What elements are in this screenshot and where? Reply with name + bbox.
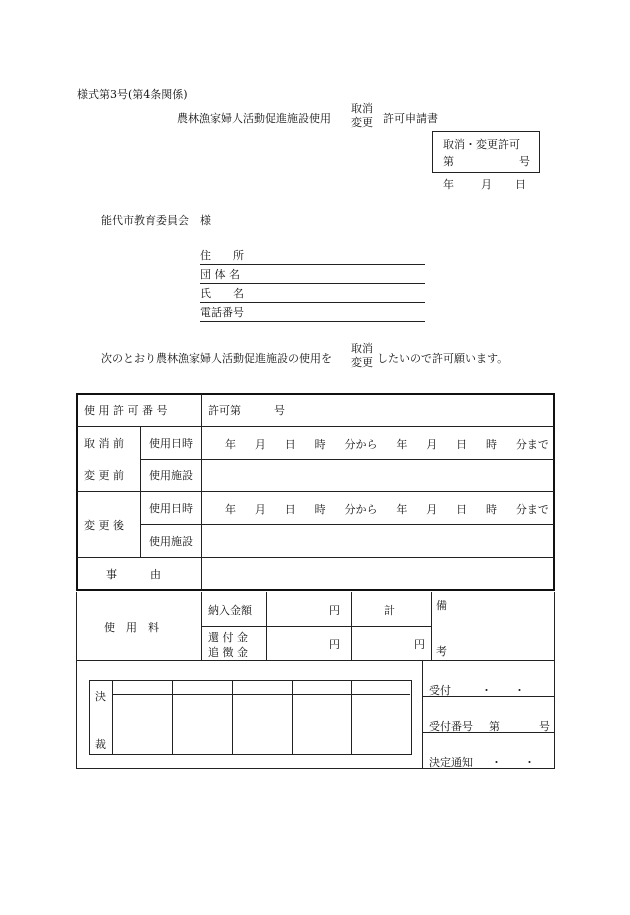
before-datetime-label: 使用日時 xyxy=(149,437,193,450)
title-suffix: 許可申請書 xyxy=(383,112,438,125)
fee-total-label: 計 xyxy=(384,603,395,617)
dt-unit: 時 xyxy=(486,438,497,451)
phone-label: 電話番号 xyxy=(200,306,244,319)
receipt-dai: 第 xyxy=(489,720,500,733)
reason-label: 事 由 xyxy=(106,568,161,581)
remarks-label-2: 考 xyxy=(436,645,447,658)
receipt-go: 号 xyxy=(539,720,550,733)
fee-refund-extra xyxy=(208,630,248,660)
date-month: 月 xyxy=(481,178,492,191)
after-datetime-field[interactable] xyxy=(225,501,549,517)
before-datetime-field[interactable] xyxy=(225,436,549,452)
name-line[interactable] xyxy=(200,286,425,303)
dt-unit: 年 xyxy=(396,503,408,516)
dt-unit: 月 xyxy=(426,438,438,451)
dt-unit: 年 xyxy=(225,503,236,516)
dt-unit: 時 xyxy=(486,503,497,516)
before-change-label: 変 更 前 xyxy=(84,469,124,482)
receipt-number-label: 受付番号 xyxy=(429,720,473,733)
permit-box-go: 号 xyxy=(519,155,530,168)
after-facility-label: 使用施設 xyxy=(149,535,193,548)
dt-unit: 日 xyxy=(456,438,468,451)
title-option-change: 変更 xyxy=(351,116,373,129)
approval-stamp-grid xyxy=(89,680,412,755)
dt-unit: 時 xyxy=(314,503,326,516)
dt-unit: 分まで xyxy=(515,503,549,516)
addressee: 能代市教育委員会 様 xyxy=(101,214,211,227)
after-datetime-label: 使用日時 xyxy=(149,502,193,515)
decision-label-2: 裁 xyxy=(95,738,106,751)
dt-unit: 分まで xyxy=(515,438,549,451)
permit-box-title: 取消・変更許可 xyxy=(443,138,520,151)
fee-paid-yen[interactable]: 円 xyxy=(329,603,340,617)
received-label: 受付 xyxy=(429,684,451,697)
notice-date[interactable]: ・ ・ xyxy=(491,756,535,769)
dt-unit: 日 xyxy=(456,503,468,516)
fee-label: 使 用 料 xyxy=(104,620,159,634)
request-options xyxy=(351,342,373,370)
address-line[interactable] xyxy=(200,248,425,265)
request-suffix: したいので許可願います。 xyxy=(377,352,509,365)
permit-number-value[interactable]: 許可第 号 xyxy=(208,404,285,417)
group-name-line[interactable] xyxy=(200,267,425,284)
group-label: 団 体 名 xyxy=(200,268,240,281)
remarks-label-1: 備 xyxy=(436,599,447,612)
after-change-label: 変 更 後 xyxy=(84,518,124,532)
fee-refund-yen[interactable]: 円 xyxy=(329,637,340,651)
permit-number-label: 使 用 許 可 番 号 xyxy=(84,404,168,417)
dt-unit: 月 xyxy=(426,503,438,516)
request-option-change: 変更 xyxy=(351,356,373,369)
fee-refund-label: 還 付 金 xyxy=(208,631,248,644)
received-date[interactable]: ・ ・ xyxy=(481,684,525,697)
permit-box-dai: 第 xyxy=(443,155,454,168)
dt-unit: 年 xyxy=(225,438,236,451)
form-number: 様式第3号(第4条関係) xyxy=(77,88,188,101)
permit-number-box xyxy=(432,131,540,173)
date-day: 日 xyxy=(515,178,526,191)
request-option-cancel: 取消 xyxy=(351,342,373,355)
dt-unit: 時 xyxy=(314,438,326,451)
name-label: 氏 名 xyxy=(200,287,244,300)
decision-label-1: 決 xyxy=(95,690,106,703)
request-prefix: 次のとおり農林漁家婦人活動促進施設の使用を xyxy=(101,352,332,365)
dt-unit: 分から xyxy=(344,438,378,451)
dt-unit: 月 xyxy=(254,438,266,451)
address-label: 住 所 xyxy=(200,249,244,262)
fee-paid-label: 納入金額 xyxy=(208,603,252,617)
before-cancel-label: 取 消 前 xyxy=(84,437,124,450)
dt-unit: 月 xyxy=(254,503,266,516)
fee-extra-label: 追 徴 金 xyxy=(208,646,248,659)
dt-unit: 年 xyxy=(396,438,408,451)
title-options xyxy=(351,102,373,130)
title-option-cancel: 取消 xyxy=(351,102,373,115)
dt-unit: 分から xyxy=(344,503,378,516)
notice-label: 決定通知 xyxy=(429,756,473,769)
dt-unit: 日 xyxy=(284,438,296,451)
before-facility-label: 使用施設 xyxy=(149,469,193,482)
fee-total-yen[interactable]: 円 xyxy=(414,637,425,651)
date-year: 年 xyxy=(443,178,454,191)
phone-line[interactable] xyxy=(200,305,425,322)
dt-unit: 日 xyxy=(284,503,296,516)
title-prefix: 農林漁家婦人活動促進施設使用 xyxy=(177,112,331,125)
